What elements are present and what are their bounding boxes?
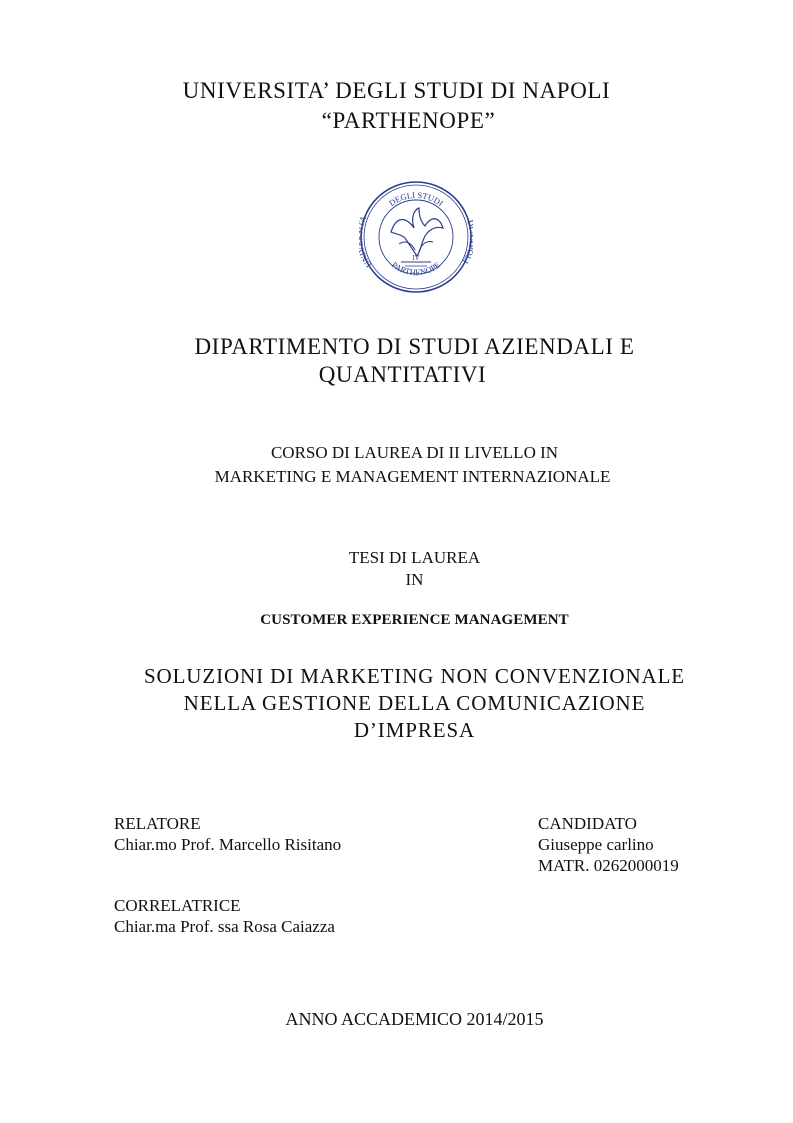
department-line-1: DIPARTIMENTO DI STUDI AZIENDALI E <box>194 334 635 359</box>
thesis-title <box>0 663 793 744</box>
relatore-block <box>114 813 341 855</box>
thesis-subject-text: CUSTOMER EXPERIENCE MANAGEMENT <box>260 612 569 628</box>
university-line-1: UNIVERSITA’ DEGLI STUDI DI NAPOLI <box>182 78 611 103</box>
thesis-title-line-3: D’IMPRESA <box>353 718 476 742</box>
candidato-label: CANDIDATO <box>538 814 637 833</box>
seal-right-text: LI <box>460 253 473 266</box>
candidato-name: Giuseppe carlino <box>538 835 654 854</box>
academic-year-text: ANNO ACCADEMICO 2014/2015 <box>285 1009 544 1029</box>
seal-center-mark: IV <box>412 254 420 262</box>
course-name <box>0 441 793 489</box>
department-name <box>0 333 793 389</box>
seal-left-text: UN <box>359 253 374 270</box>
thesis-title-line-2: NELLA GESTIONE DELLA COMUNICAZIONE <box>183 691 646 715</box>
thesis-line-1: TESI DI LAUREA <box>348 548 481 567</box>
candidato-block <box>538 813 679 876</box>
course-line-1: CORSO DI LAUREA DI II LIVELLO IN <box>270 443 559 462</box>
seal-bottom-text: PARTHENOPE <box>389 259 443 278</box>
university-line-2: “PARTHENOPE” <box>321 108 496 133</box>
seal-top-text: DEGLI STUDI <box>387 189 446 209</box>
university-name <box>0 76 793 136</box>
correlatrice-block <box>114 895 335 937</box>
academic-year <box>0 1007 793 1031</box>
correlatrice-name: Chiar.ma Prof. ssa Rosa Caiazza <box>114 917 335 936</box>
thesis-title-line-1: SOLUZIONI DI MARKETING NON CONVENZIONALE <box>143 664 686 688</box>
university-seal-logo <box>359 180 473 294</box>
candidato-matricola: MATR. 0262000019 <box>538 856 679 875</box>
thesis-heading <box>0 547 793 591</box>
course-line-2: MARKETING E MANAGEMENT INTERNAZIONALE <box>214 467 611 486</box>
department-line-2: QUANTITATIVI <box>318 362 487 387</box>
thesis-subject <box>0 609 793 631</box>
thesis-line-2: IN <box>405 570 424 589</box>
relatore-label: RELATORE <box>114 814 201 833</box>
relatore-name: Chiar.mo Prof. Marcello Risitano <box>114 835 342 854</box>
correlatrice-label: CORRELATRICE <box>114 896 241 915</box>
